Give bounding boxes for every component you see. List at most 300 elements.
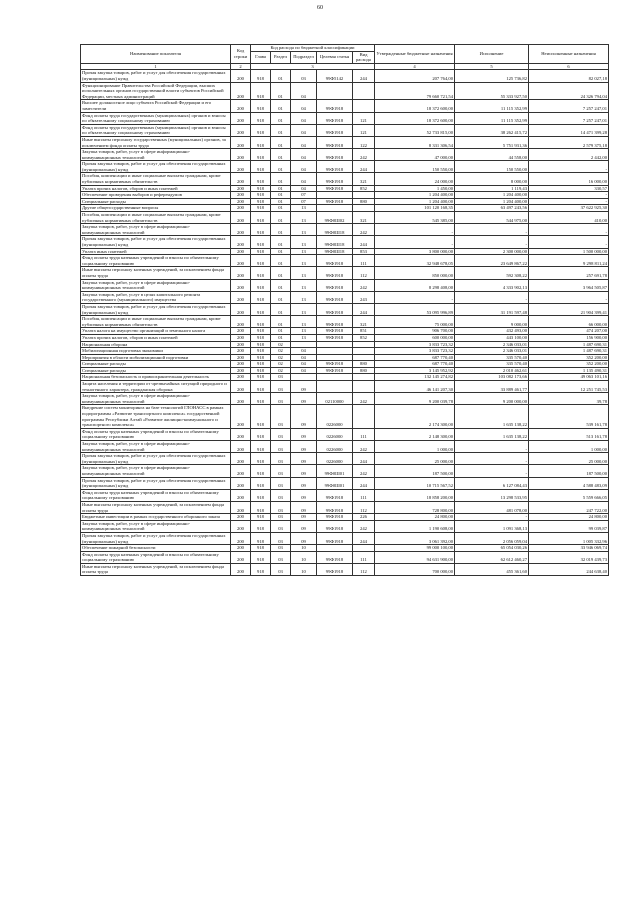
cell-vid: 112: [353, 501, 375, 513]
cell-razdel: 01: [271, 212, 291, 224]
cell-razdel: 01: [271, 70, 291, 82]
cell-executed: 63 497 243,56: [455, 205, 529, 212]
cell-name: Обеспечение пожарной безопасности: [81, 545, 231, 552]
cell-approved: 700 000,00: [375, 563, 455, 575]
cell-code: 200: [231, 374, 251, 381]
cell-executed: 65 054 030,26: [455, 545, 529, 552]
cell-razdel: 01: [271, 198, 291, 205]
cell-razdel: 02: [271, 367, 291, 374]
cell-approved: -: [375, 291, 455, 303]
cell-glava: 918: [251, 453, 271, 465]
cell-code: 200: [231, 477, 251, 489]
table-row: [81, 136, 609, 148]
cell-code: 200: [231, 192, 251, 199]
cell-remaining: 32 019 439,73: [529, 551, 609, 563]
cell-name: Уплата иных платежей: [81, 248, 231, 255]
cell-glava: 918: [251, 393, 271, 405]
cell-code: 200: [231, 316, 251, 328]
cell-remaining: 187 500,00: [529, 465, 609, 477]
cell-vid: 244: [353, 453, 375, 465]
table-row: [81, 112, 609, 124]
cell-razdel: 03: [271, 532, 291, 544]
cell-approved: 3 833 723,32: [375, 348, 455, 355]
table-row: [81, 354, 609, 361]
cell-razdel: 01: [271, 279, 291, 291]
table-row: [81, 124, 609, 136]
cell-executed: 9 000,00: [455, 316, 529, 328]
cell-name: Функционирование Правительства Российской Федерации, высших исполнительных органов государственной власти субъектов Российской Федерации, местных администраций: [81, 82, 231, 100]
cell-remaining: 16 000,00: [529, 173, 609, 185]
cell-executed: 2 346 033,01: [455, 341, 529, 348]
table-row: [81, 514, 609, 521]
cell-vid: 244: [353, 70, 375, 82]
header-executed: Исполнение: [455, 45, 529, 64]
cell-vid: [353, 354, 375, 361]
cell-executed: 150 550,00: [455, 161, 529, 173]
cell-target: 0226000: [317, 453, 353, 465]
page-number: 60: [317, 5, 323, 11]
header-approved: Утвержденные бюджетные назначения: [375, 45, 455, 64]
cell-name: Фонд оплаты труда казенных учреждений и взносы по обязательному социальному страхованию: [81, 551, 231, 563]
cell-name: Фонд оплаты труда казенных учреждений и взносы по обязательному социальному страхованию: [81, 428, 231, 440]
cell-code: 200: [231, 149, 251, 161]
cell-executed: 443 100,00: [455, 334, 529, 341]
cell-glava: 918: [251, 405, 271, 428]
cell-code: 200: [231, 328, 251, 335]
cell-approved: 10 715 567,52: [375, 477, 455, 489]
cell-name: Закупка товаров, работ, услуг в сфере информационно-коммуникационных технологий: [81, 520, 231, 532]
cell-glava: 918: [251, 367, 271, 374]
cell-target: 99Ф1918: [317, 279, 353, 291]
cell-executed: 9 200 000,00: [455, 393, 529, 405]
cell-target: 0226000: [317, 428, 353, 440]
cell-vid: 244: [353, 161, 375, 173]
cell-remaining: 4 588 483,09: [529, 477, 609, 489]
cell-name: Закупка товаров, работ, услуг в сфере информационно-коммуникационных технологий: [81, 393, 231, 405]
cell-target: 99Ф1918: [317, 316, 353, 328]
cell-executed: 13 298 533,95: [455, 489, 529, 501]
cell-glava: 918: [251, 212, 271, 224]
cell-approved: 99 000 100,00: [375, 545, 455, 552]
cell-vid: 242: [353, 279, 375, 291]
cell-approved: 132 145 274,82: [375, 374, 455, 381]
cell-glava: 918: [251, 520, 271, 532]
cell-razdel: 03: [271, 520, 291, 532]
cell-executed: 2 056 059,04: [455, 532, 529, 544]
cell-name: Специальные расходы: [81, 198, 231, 205]
cell-approved: 687 770,40: [375, 354, 455, 361]
cell-podrazdel: 07: [291, 198, 317, 205]
cell-podrazdel: 13: [291, 255, 317, 267]
cell-name: Прочая закупка товаров, работ и услуг для обеспечения государственных (муниципальных) нужд: [81, 70, 231, 82]
cell-glava: 918: [251, 205, 271, 212]
cell-remaining: 39,78: [529, 393, 609, 405]
cell-name: Высшее должностное лицо субъекта Российской Федерации и его заместители: [81, 100, 231, 112]
cell-remaining: 2 442,00: [529, 149, 609, 161]
cell-vid: 122: [353, 136, 375, 148]
cell-approved: 1 450,00: [375, 185, 455, 192]
cell-vid: 226: [353, 514, 375, 521]
cell-approved: 8 331 306,54: [375, 136, 455, 148]
cell-executed: 2 010 462,61: [455, 367, 529, 374]
cell-razdel: 01: [271, 192, 291, 199]
cell-remaining: -: [529, 192, 609, 199]
cell-approved: 687 770,40: [375, 361, 455, 368]
cell-executed: -: [455, 224, 529, 236]
cell-approved: 728 800,00: [375, 501, 455, 513]
cell-code: 200: [231, 520, 251, 532]
table-row: [81, 267, 609, 279]
cell-podrazdel: 13: [291, 267, 317, 279]
cell-target: 99Ф0Ш18: [317, 236, 353, 248]
cell-name: Пособия, компенсации и иные социальные выплаты гражданам, кроме публичных нормативных обязательств: [81, 212, 231, 224]
table-row: [81, 212, 609, 224]
cell-approved: -: [375, 236, 455, 248]
cell-razdel: 03: [271, 393, 291, 405]
header-expense-type: Вид расхода: [353, 51, 375, 63]
cell-target: 99Ф1918: [317, 100, 353, 112]
cell-target: 02110000: [317, 393, 353, 405]
cell-podrazdel: 04: [291, 82, 317, 100]
cell-code: 200: [231, 100, 251, 112]
table-row: [81, 198, 609, 205]
table-row: [81, 82, 609, 100]
cell-vid: 321: [353, 173, 375, 185]
cell-razdel: 01: [271, 124, 291, 136]
cell-executed: 62 612 460,27: [455, 551, 529, 563]
cell-approved: 52 733 815,00: [375, 124, 455, 136]
table-row: [81, 100, 609, 112]
cell-razdel: 01: [271, 173, 291, 185]
table-row: [81, 381, 609, 393]
cell-code: 200: [231, 267, 251, 279]
cell-remaining: 1 500 000,00: [529, 248, 609, 255]
cell-code: 200: [231, 124, 251, 136]
table-row: [81, 551, 609, 563]
cell-executed: 31 191 597,48: [455, 303, 529, 315]
cell-code: 200: [231, 255, 251, 267]
cell-podrazdel: 13: [291, 248, 317, 255]
cell-approved: 32 948 678,05: [375, 255, 455, 267]
cell-target: [317, 205, 353, 212]
cell-podrazdel: 10: [291, 563, 317, 575]
cell-podrazdel: 09: [291, 405, 317, 428]
cell-podrazdel: 09: [291, 381, 317, 393]
cell-name: Мобилизационная подготовка экономики: [81, 348, 231, 355]
cell-razdel: 03: [271, 374, 291, 381]
cell-code: 200: [231, 428, 251, 440]
cell-podrazdel: 09: [291, 465, 317, 477]
header-budget-code: Код расхода по бюджетной классификации: [251, 45, 375, 52]
cell-remaining: 244 638,40: [529, 563, 609, 575]
cell-glava: 918: [251, 124, 271, 136]
cell-podrazdel: 04: [291, 136, 317, 148]
table-row: [81, 255, 609, 267]
cell-code: 200: [231, 563, 251, 575]
cell-glava: 918: [251, 514, 271, 521]
cell-remaining: 9 298 811,24: [529, 255, 609, 267]
cell-vid: 880: [353, 367, 375, 374]
cell-name: Национальная безопасность и правоохранительная деятельность: [81, 374, 231, 381]
table-row: [81, 374, 609, 381]
cell-glava: 918: [251, 279, 271, 291]
table-row: [81, 70, 609, 82]
cell-code: 200: [231, 224, 251, 236]
table-row: [81, 393, 609, 405]
cell-vid: [353, 405, 375, 428]
cell-podrazdel: 09: [291, 501, 317, 513]
cell-target: [317, 341, 353, 348]
cell-glava: 918: [251, 267, 271, 279]
table-row: [81, 224, 609, 236]
cell-podrazdel: 13: [291, 236, 317, 248]
cell-vid: 111: [353, 428, 375, 440]
cell-vid: [353, 82, 375, 100]
cell-code: 200: [231, 381, 251, 393]
cell-remaining: 21 904 399,41: [529, 303, 609, 315]
cell-target: 99Ф1918: [317, 361, 353, 368]
cell-executed: 335 570,40: [455, 361, 529, 368]
cell-podrazdel: 09: [291, 441, 317, 453]
cell-razdel: 01: [271, 136, 291, 148]
cell-podrazdel: 09: [291, 428, 317, 440]
cell-glava: 918: [251, 354, 271, 361]
header-razdel: Раздел: [271, 51, 291, 63]
cell-vid: 880: [353, 361, 375, 368]
cell-vid: 242: [353, 393, 375, 405]
cell-glava: 918: [251, 334, 271, 341]
cell-podrazdel: [291, 341, 317, 348]
cell-vid: 852: [353, 334, 375, 341]
cell-approved: 46 141 207,30: [375, 381, 455, 393]
cell-name: Закупка товаров, работ, услуг в сфере информационно-коммуникационных технологий: [81, 224, 231, 236]
cell-podrazdel: 09: [291, 393, 317, 405]
cell-executed: 544 975,00: [455, 212, 529, 224]
cell-podrazdel: 10: [291, 545, 317, 552]
cell-code: 200: [231, 173, 251, 185]
cell-name: Прочая закупка товаров, работ и услуг для обеспечения государственных (муниципальных) нужд: [81, 303, 231, 315]
cell-approved: 18 858 200,00: [375, 489, 455, 501]
table-row: [81, 348, 609, 355]
cell-glava: 918: [251, 477, 271, 489]
header-name: Наименование показателя: [81, 45, 231, 64]
cell-remaining: 99 039,87: [529, 520, 609, 532]
cell-target: 99Ф1918: [317, 255, 353, 267]
cell-approved: 3 061 392,00: [375, 532, 455, 544]
cell-executed: 44 558,00: [455, 149, 529, 161]
cell-code: 200: [231, 514, 251, 521]
cell-name: Пособия, компенсации и иные социальные выплаты гражданам, кроме публичных нормативных обязательств: [81, 316, 231, 328]
cell-target: 99Ф1918: [317, 563, 353, 575]
cell-vid: 242: [353, 441, 375, 453]
cell-executed: 1 119,43: [455, 185, 529, 192]
cell-podrazdel: 04: [291, 173, 317, 185]
cell-target: [317, 545, 353, 552]
cell-razdel: 01: [271, 149, 291, 161]
cell-remaining: -: [529, 236, 609, 248]
cell-code: 200: [231, 136, 251, 148]
cell-remaining: 513 161,78: [529, 428, 609, 440]
cell-glava: 918: [251, 112, 271, 124]
header-unexecuted: Неисполненные назначения: [529, 45, 609, 64]
cell-name: Внедрение систем мониторинга на базе технологий ГЛОНАСС в рамках подпрограммы «Развитие транспортного комплекса» государственной программы Республики Алтай «Развитие жилищно-коммунального и транспортного комплекса»: [81, 405, 231, 428]
cell-approved: 24 800,00: [375, 514, 455, 521]
cell-code: 200: [231, 348, 251, 355]
header-target: Целевая статья: [317, 51, 353, 63]
cell-podrazdel: 04: [291, 149, 317, 161]
cell-executed: 455 361,60: [455, 563, 529, 575]
table-row: [81, 441, 609, 453]
cell-target: [317, 348, 353, 355]
cell-razdel: 02: [271, 348, 291, 355]
cell-razdel: 02: [271, 341, 291, 348]
cell-approved: 2 148 300,00: [375, 428, 455, 440]
cell-podrazdel: 04: [291, 161, 317, 173]
cell-vid: 121: [353, 124, 375, 136]
cell-remaining: 1 487 690,31: [529, 348, 609, 355]
cell-podrazdel: 09: [291, 514, 317, 521]
cell-code: 200: [231, 291, 251, 303]
cell-razdel: 03: [271, 501, 291, 513]
cell-podrazdel: 09: [291, 453, 317, 465]
cell-code: 200: [231, 532, 251, 544]
cell-target: 99Ф1918: [317, 367, 353, 374]
cell-vid: 242: [353, 465, 375, 477]
cell-vid: 242: [353, 224, 375, 236]
cell-razdel: 03: [271, 441, 291, 453]
cell-target: 99Ф1918: [317, 501, 353, 513]
cell-approved: 18 372 600,00: [375, 112, 455, 124]
cell-target: 99Ф0Ш01: [317, 465, 353, 477]
cell-name: Прочая закупка товаров, работ и услуг для обеспечения государственных (муниципальных) нужд: [81, 453, 231, 465]
cell-razdel: 03: [271, 405, 291, 428]
cell-vid: [353, 192, 375, 199]
cell-vid: [353, 341, 375, 348]
cell-vid: 244: [353, 477, 375, 489]
cell-remaining: 3 964 505,87: [529, 279, 609, 291]
cell-approved: 150 550,00: [375, 161, 455, 173]
table-row: [81, 545, 609, 552]
cell-vid: 242: [353, 149, 375, 161]
cell-razdel: 01: [271, 316, 291, 328]
cell-glava: 918: [251, 224, 271, 236]
cell-podrazdel: 09: [291, 532, 317, 544]
cell-razdel: 01: [271, 291, 291, 303]
cell-glava: 918: [251, 489, 271, 501]
cell-approved: 850 000,00: [375, 267, 455, 279]
cell-razdel: 01: [271, 112, 291, 124]
cell-code: 200: [231, 441, 251, 453]
cell-name: Закупка товаров, работ, услуг в сфере информационно-коммуникационных технологий: [81, 279, 231, 291]
cell-podrazdel: 13: [291, 291, 317, 303]
cell-target: 99Ф1918: [317, 149, 353, 161]
cell-vid: 242: [353, 520, 375, 532]
cell-glava: 918: [251, 149, 271, 161]
cell-code: 200: [231, 453, 251, 465]
table-row: [81, 236, 609, 248]
cell-approved: 3 145 952,92: [375, 367, 455, 374]
header-row-code: Код строки: [231, 45, 251, 64]
table-row: [81, 328, 609, 335]
cell-approved: 1 000,00: [375, 441, 455, 453]
cell-razdel: 01: [271, 328, 291, 335]
cell-approved: 906 700,00: [375, 328, 455, 335]
cell-vid: 111: [353, 551, 375, 563]
cell-approved: 75 000,00: [375, 316, 455, 328]
cell-target: 0226000: [317, 405, 353, 428]
cell-name: Прочая закупка товаров, работ и услуг для обеспечения государственных (муниципальных) нужд: [81, 477, 231, 489]
cell-target: 99Ф1918: [317, 328, 353, 335]
cell-code: 200: [231, 489, 251, 501]
cell-glava: 918: [251, 185, 271, 192]
cell-approved: 545 385,00: [375, 212, 455, 224]
cell-approved: 47 000,00: [375, 149, 455, 161]
cell-approved: 24 000,00: [375, 173, 455, 185]
cell-approved: 79 660 721,54: [375, 82, 455, 100]
cell-executed: 2 346 033,01: [455, 348, 529, 355]
cell-approved: 187 500,00: [375, 465, 455, 477]
table-row: [81, 453, 609, 465]
cell-glava: 918: [251, 348, 271, 355]
cell-approved: 53 095 996,89: [375, 303, 455, 315]
cell-vid: 321: [353, 212, 375, 224]
cell-razdel: 03: [271, 489, 291, 501]
cell-remaining: 2 579 375,18: [529, 136, 609, 148]
cell-vid: [353, 348, 375, 355]
table-row: [81, 248, 609, 255]
cell-glava: 918: [251, 82, 271, 100]
cell-podrazdel: 04: [291, 185, 317, 192]
cell-code: 200: [231, 354, 251, 361]
cell-executed: 103 082 173,66: [455, 374, 529, 381]
cell-remaining: 1 487 690,31: [529, 341, 609, 348]
cell-target: 99Ф1918: [317, 267, 353, 279]
cell-remaining: 82 027,18: [529, 70, 609, 82]
cell-vid: 121: [353, 112, 375, 124]
cell-code: 200: [231, 551, 251, 563]
cell-code: 200: [231, 205, 251, 212]
cell-name: Фонд оплаты труда казенных учреждений и взносы по обязательному социальному страхованию: [81, 489, 231, 501]
cell-glava: 918: [251, 255, 271, 267]
cell-name: Уплата налога на имущество организаций и земельного налога: [81, 328, 231, 335]
cell-glava: 918: [251, 563, 271, 575]
cell-executed: -: [455, 453, 529, 465]
cell-remaining: 352 200,00: [529, 354, 609, 361]
cell-code: 200: [231, 248, 251, 255]
cell-name: Специальные расходы: [81, 361, 231, 368]
cell-vid: 243: [353, 291, 375, 303]
header-podrazdel: Подраздел: [291, 51, 317, 63]
cell-remaining: 24 326 794,04: [529, 82, 609, 100]
cell-glava: 918: [251, 428, 271, 440]
cell-name: Фонд оплаты труда государственных (муниципальных) органов и взносы по обязательному социальному страхованию: [81, 112, 231, 124]
cell-remaining: 352 200,00: [529, 361, 609, 368]
table-body: [81, 63, 609, 575]
cell-name: Обеспечение проведения выборов и референдумов: [81, 192, 231, 199]
cell-podrazdel: 04: [291, 348, 317, 355]
cell-code: 200: [231, 70, 251, 82]
cell-remaining: 1 005 332,96: [529, 532, 609, 544]
cell-remaining: 410,00: [529, 212, 609, 224]
cell-target: 0226000: [317, 441, 353, 453]
cell-podrazdel: 13: [291, 316, 317, 328]
cell-name: Закупка товаров, работ, услуг в целях капитального ремонта государственного (муниципального) имущества: [81, 291, 231, 303]
cell-glava: 918: [251, 198, 271, 205]
cell-name: Иные выплаты персоналу государственных (муниципальных) органов, за исключением фонда оплаты труда: [81, 136, 231, 148]
cell-executed: -: [455, 236, 529, 248]
cell-remaining: 7 257 247,01: [529, 100, 609, 112]
cell-code: 200: [231, 279, 251, 291]
